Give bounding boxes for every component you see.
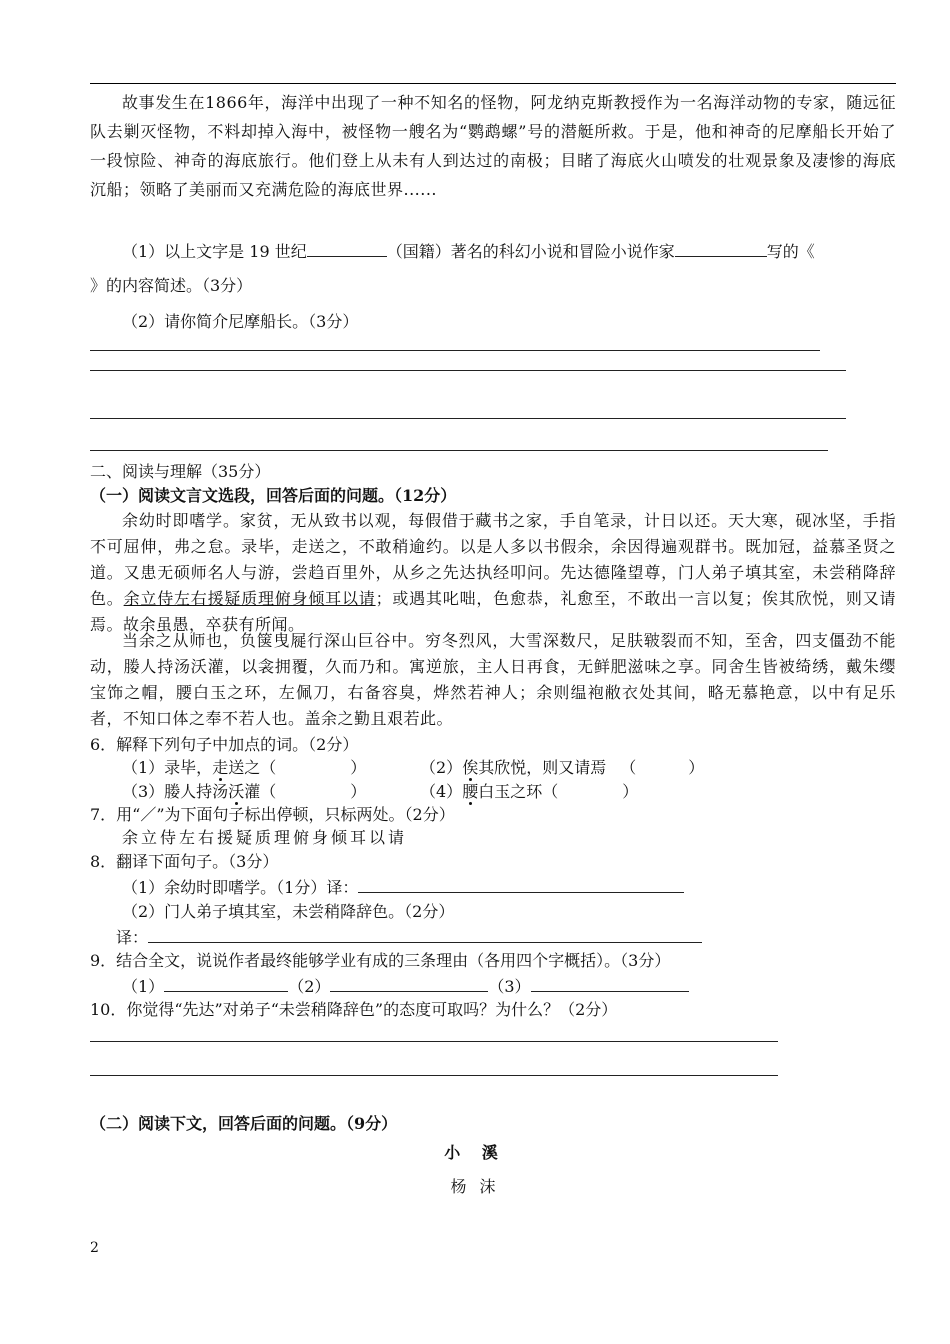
q9-blanks: （1） （2） （3）	[122, 973, 689, 999]
dotted-char: 俟	[462, 758, 479, 777]
section-heading: 二、阅读与理解（35分）	[90, 462, 271, 481]
q9-answer-1[interactable]	[164, 973, 288, 992]
q6-item-2: （2）俟其欣悦，则又请焉 （ ）	[420, 758, 705, 777]
page-number: 2	[90, 1240, 99, 1256]
poem-title: 小 溪	[444, 1143, 506, 1162]
header-rule	[90, 83, 896, 84]
q1-text-c: 写的《	[766, 242, 815, 261]
dotted-char: 沃	[228, 782, 245, 801]
q9-answer-3[interactable]	[531, 973, 689, 992]
answer-line[interactable]	[90, 1041, 778, 1042]
q8-sentence-2: （2）门人弟子填其室，未尝稍降辞色。（2分）	[122, 902, 455, 921]
q6-title: 6．解释下列句子中加点的词。（2分）	[90, 735, 359, 754]
answer-line[interactable]	[90, 418, 846, 419]
q7-title: 7．用“／”为下面句子标出停顿，只标两处。（2分）	[90, 805, 455, 824]
question-2: （2）请你简介尼摩船长。（3分）	[122, 312, 359, 331]
q1-blank-author[interactable]	[675, 238, 767, 257]
q6-item-1: （1）录毕，走送之（ ）	[122, 758, 367, 777]
answer-line[interactable]	[90, 350, 820, 351]
para1-start: 余幼时即嗜学。家贫，无从致书以观，每假借于藏书之家，手自笔录，计日以还。天大寒，砚冰坚，手指不可屈伸，弗之怠。录毕，走送之，不敢稍逾约。以是人多以书假余，余因得遍观群书。既加冠，益慕圣贤之道。又患无硕师名人与游，尝趋百里外，从乡之先达执经叩问。先达德隆望尊，门人弟子填其室，未尝稍降辞色。	[90, 511, 896, 608]
q1-text-a: （1）以上文字是 19 世纪	[122, 242, 307, 261]
q9-answer-2[interactable]	[330, 973, 488, 992]
q1-blank-nationality[interactable]	[307, 238, 387, 257]
dotted-char: 走	[212, 758, 229, 777]
answer-line[interactable]	[90, 1075, 778, 1076]
q7-sentence: 余立侍左右援疑质理俯身倾耳以请	[122, 828, 408, 847]
answer-line[interactable]	[90, 450, 828, 451]
para1-end: ；或遇其叱咄，色愈恭，礼愈至，不敢出一言以复；俟其欣悦，则又请焉。故余虽愚，卒获有所闻。	[90, 589, 896, 634]
q10-title: 10．你觉得“先达”对弟子“未尝稍降辞色”的态度可取吗？为什么？（2分）	[90, 1000, 618, 1019]
dotted-char: 腰	[462, 782, 479, 801]
q6-item-3: （3）媵人持汤沃灌（ ）	[122, 782, 367, 801]
q8-translation-2: 译：	[116, 924, 702, 950]
classical-para-1	[90, 508, 896, 638]
intro-passage: 故事发生在1866年，海洋中出现了一种不知名的怪物，阿龙纳克斯教授作为一名海洋动物的专家，随远征队去剿灭怪物，不料却掉入海中，被怪物一艘名为“鹦鹉螺”号的潜艇所救。于是，他和神奇的尼摩船长开始了一段惊险、神奇的海底旅行。他们登上从未有人到达过的南极；目睹了海底火山喷发的壮观景象及凄惨的海底沉船；领略了美丽而又充满危险的海底世界......	[90, 93, 896, 199]
q8-answer-2[interactable]	[148, 924, 702, 943]
q9-title: 9．结合全文，说说作者最终能够学业有成的三条理由（各用四个字概括）。（3分）	[90, 951, 671, 970]
q1-text-b: （国籍）著名的科幻小说和冒险小说作家	[386, 242, 675, 261]
para1-underlined: 余立侍左右援疑质理俯身倾耳以请	[123, 589, 376, 608]
classical-para-2: 当余之从师也，负箧曳屣行深山巨谷中。穷冬烈风，大雪深数尺，足肤皲裂而不知，至舍，四支僵劲不能动，媵人持汤沃灌，以衾拥覆，久而乃和。寓逆旅，主人日再食，无鲜肥滋味之享。同舍生皆被绮绣，戴朱缨宝饰之帽，腰白玉之环，左佩刀，右备容臭，烨然若神人；余则缊袍敝衣处其间，略无慕艳意，以中有足乐者，不知口体之奉不若人也。盖余之勤且艰若此。	[90, 631, 896, 728]
poem-author: 杨 沫	[450, 1177, 500, 1196]
answer-line[interactable]	[90, 370, 846, 371]
q8-title: 8．翻译下面句子。（3分）	[90, 852, 279, 871]
q8-answer-1[interactable]	[358, 874, 684, 893]
q6-item-4: （4）腰白玉之环（ ）	[420, 782, 639, 801]
question-1	[122, 238, 815, 264]
question-1-cont: 》的内容简述。（3分）	[90, 276, 253, 295]
part2-heading: （二）阅读下文，回答后面的问题。（9分）	[90, 1114, 398, 1133]
q8-sentence-1: （1）余幼时即嗜学。（1分）译：	[122, 874, 684, 900]
part1-heading: （一）阅读文言文选段，回答后面的问题。（12分）	[90, 486, 457, 505]
